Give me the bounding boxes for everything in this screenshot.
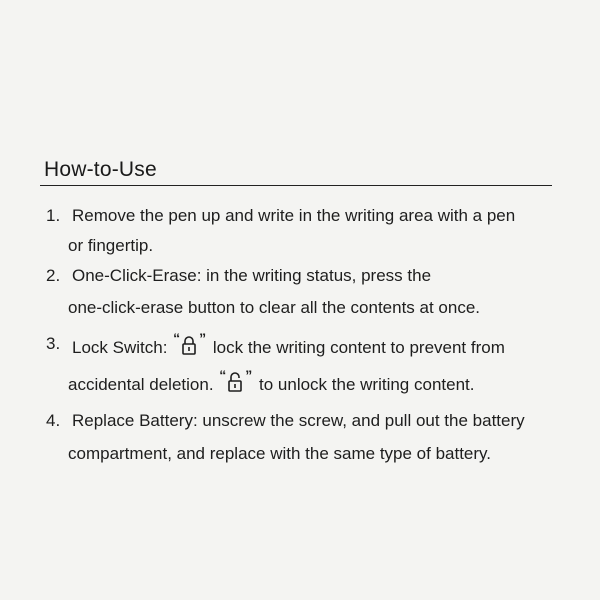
step-number-4: 4. xyxy=(46,411,61,430)
step-3-line-2 xyxy=(68,367,475,395)
step-number-1: 1. xyxy=(46,206,61,225)
heading-underline xyxy=(40,185,552,186)
step-number-3: 3. xyxy=(46,334,61,353)
step-2-line-2: one-click-erase button to clear all the contents at once. xyxy=(68,298,481,317)
step-4-line-1: Replace Battery: unscrew the screw, and pull out the battery xyxy=(72,411,525,430)
unlocked-padlock-icon: “ ” xyxy=(221,371,249,393)
step-2-line-1: One-Click-Erase: in the writing status, press the xyxy=(72,266,432,285)
step-3-line-1 xyxy=(72,330,505,358)
step-number-2: 2. xyxy=(46,266,61,285)
step-1-line-1: Remove the pen up and write in the writing area with a pen xyxy=(72,206,516,225)
section-heading: How-to-Use xyxy=(44,158,157,181)
step-3-line-1-rest: lock the writing content to prevent from xyxy=(212,338,505,357)
step-3-label: Lock Switch: xyxy=(72,338,168,357)
step-3-line-2-start: accidental deletion. xyxy=(68,375,214,394)
locked-padlock-icon: “ ” xyxy=(175,334,203,356)
step-3-line-2-rest: to unlock the writing content. xyxy=(259,375,475,394)
step-1-line-2: or fingertip. xyxy=(68,236,154,255)
step-4-line-2: compartment, and replace with the same type of battery. xyxy=(68,444,492,463)
